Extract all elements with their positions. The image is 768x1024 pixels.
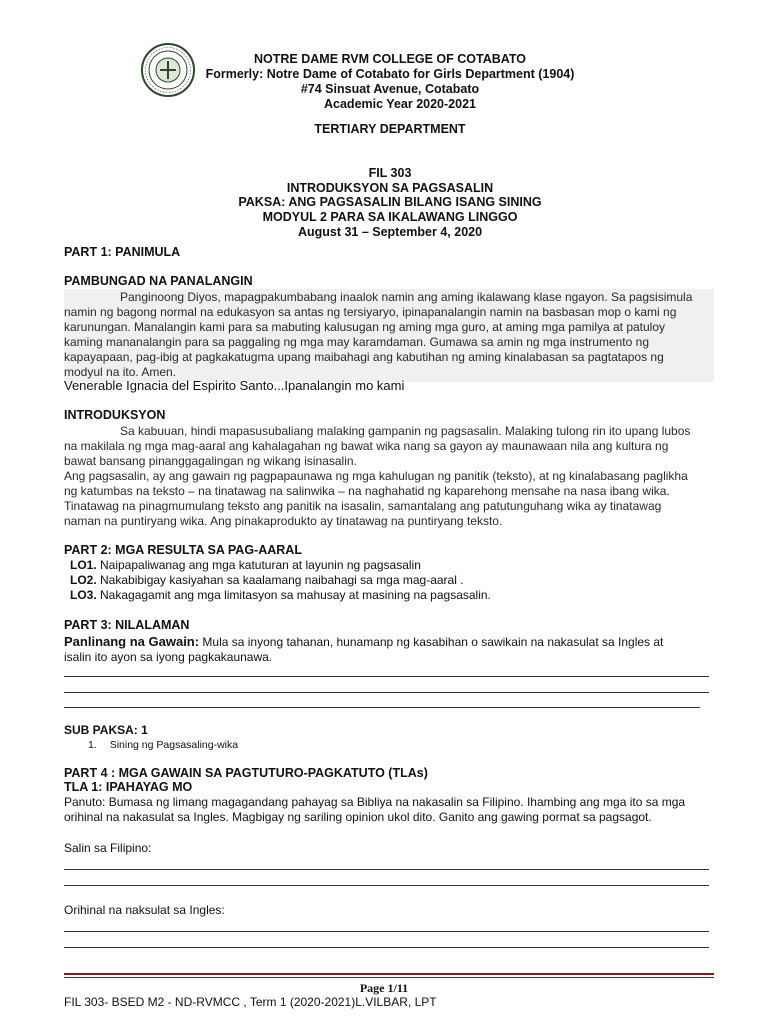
intro-line: ng katumbas na teksto – na tinatawag na salinwika – na naghahatid ng kaparehong mensahe na nasa ibang wika. xyxy=(64,484,670,498)
answer-line xyxy=(64,692,709,693)
college-name: NOTRE DAME RVM COLLEGE OF COTABATO xyxy=(254,52,526,66)
address-line: #74 Sinsuat Avenue, Cotabato xyxy=(300,82,480,96)
answer-line xyxy=(64,947,709,948)
activity-text: Mula sa inyong tahanan, hunamanp ng kasabihan o sawikain na nakasulat sa Ingles at xyxy=(199,635,664,649)
tla-heading: TLA 1: IPAHAYAG MO xyxy=(64,780,193,794)
department: TERTIARY DEPARTMENT xyxy=(314,122,466,136)
module-dates: August 31 – September 4, 2020 xyxy=(297,225,483,239)
prayer-line: kapayapaan, pag-ibig at pagkakatugma upang maibahagi ang kabutihan ng aming kinalabasan sa pagtatapos ng xyxy=(64,350,664,364)
outcome-code: LO1. xyxy=(70,558,97,572)
intro-line: naman na puntiryang wika. Ang pinakaprodukto ay tinatawag na puntiryang teksto. xyxy=(64,514,503,528)
prayer-line: karunungan. Manalangin kami para sa mabuting kalusugan ng aming mga guro, at aming mga pamilya at patuloy xyxy=(64,320,666,334)
part1-heading: PART 1: PANIMULA xyxy=(64,245,181,259)
activity-text: isalin ito ayon sa iyong pagkakaunawa. xyxy=(64,650,273,664)
intro-line: Ang pagsasalin, ay ang gawain ng pagpapaunawa ng mga kahulugan ng panitik (teksto), at ng kinalabasang paglikha xyxy=(64,469,688,483)
intro-heading: INTRODUKSYON xyxy=(64,408,166,422)
part3-heading: PART 3: NILALAMAN xyxy=(64,618,190,632)
outcome-text: Nakabibigay kasiyahan sa kaalamang naibahagi sa mga mag-aaral . xyxy=(96,573,464,587)
answer-line xyxy=(64,707,700,708)
outcome-item xyxy=(70,573,464,588)
answer-line xyxy=(64,931,709,932)
part4-heading: PART 4 : MGA GAWAIN SA PAGTUTURO-PAGKATUTO (TLAs) xyxy=(64,766,428,780)
sub-topic-number: 1. xyxy=(88,739,97,751)
part2-heading: PART 2: MGA RESULTA SA PAG-AARAL xyxy=(64,543,302,557)
orihinal-label: Orihinal na naksulat sa Ingles: xyxy=(64,903,225,917)
prayer-line: namin ng bagong normal na edukasyon sa antas ng tersiyaryo, ipinapanalangin namin na basbasan mop o kami ng xyxy=(64,305,677,319)
outcome-text: Naipapaliwanag ang mga katuturan at layunin ng pagsasalin xyxy=(96,558,421,572)
answer-line xyxy=(64,869,709,870)
intro-line: na makilala ng mga mag-aaral ang kahalagahan ng bawat wika nang sa gayon ay maunawaan nila ang kultura ng xyxy=(64,439,669,453)
college-seal-icon xyxy=(140,42,196,98)
outcome-item xyxy=(70,558,421,573)
outcome-item xyxy=(70,588,491,603)
instruction-line: Panuto: Bumasa ng limang magagandang pahayag sa Bibliya na nakasalin sa Filipino. Ihambing ang mga ito sa mga xyxy=(64,795,686,809)
course-topic: PAKSA: ANG PAGSASALIN BILANG ISANG SINING xyxy=(238,195,542,209)
invocation: Venerable Ignacia del Espirito Santo...Ipanalangin mo kami xyxy=(64,378,405,393)
prayer-heading: PAMBUNGAD NA PANALANGIN xyxy=(64,274,253,288)
activity-paragraph xyxy=(64,634,724,665)
academic-year: Academic Year 2020-2021 xyxy=(324,97,476,111)
prayer-line: Panginoong Diyos, mapagpakumbabang inaalok namin ang aming ikalawang klase ngayon. Sa pagsisimula xyxy=(120,290,693,304)
intro-line: bawat bansang pinanggagalingan ng wikang isinasalin. xyxy=(64,454,357,468)
footer-rule xyxy=(64,977,714,978)
footer-rule xyxy=(64,973,714,975)
page-number: Page 1/11 xyxy=(359,981,409,995)
course-code: FIL 303 xyxy=(368,166,412,180)
module-title: MODYUL 2 PARA SA IKALAWANG LINGGO xyxy=(262,210,518,224)
prayer-line: kaming mananalangin para sa paggaling ng mga may karamdaman. Gumawa sa amin ng mga instrumento ng xyxy=(64,335,649,349)
intro-line: Sa kabuuan, hindi mapasusubaliang malaking gampanin ng pagsasalin. Malaking tulong rin ito upang lubos xyxy=(120,424,691,438)
salin-label: Salin sa Filipino: xyxy=(64,841,152,855)
prayer-line: modyul na ito. Amen. xyxy=(64,365,177,379)
prayer-block xyxy=(64,289,714,382)
intro-line: Tinatawag na pinagmumulang teksto ang panitik na isasalin, samantalang ang patutunguhang wika ay tinatawag xyxy=(64,499,662,513)
instruction-paragraph xyxy=(64,795,724,825)
course-title: INTRODUKSYON SA PAGSASALIN xyxy=(286,181,494,195)
answer-line xyxy=(64,885,709,886)
intro-block xyxy=(64,424,724,529)
outcome-code: LO3. xyxy=(70,588,97,602)
answer-line xyxy=(64,676,709,677)
outcome-text: Nakagagamit ang mga limitasyon sa mahusay at masining na pagsasalin. xyxy=(96,588,491,602)
outcome-code: LO2. xyxy=(70,573,97,587)
formerly-line: Formerly: Notre Dame of Cotabato for Girls Department (1904) xyxy=(205,67,575,81)
instruction-line: orihinal na nakasulat sa Ingles. Magbigay ng sariling opinion ukol dito. Ganito ang gawing pormat sa pagsagot. xyxy=(64,810,652,824)
sub-topic-heading: SUB PAKSA: 1 xyxy=(64,723,148,737)
activity-label: Panlinang na Gawain: xyxy=(64,634,200,649)
sub-topic-label: Sining ng Pagsasaling-wika xyxy=(109,739,239,751)
footer-course-line: FIL 303- BSED M2 - ND-RVMCC , Term 1 (2020-2021)L.VILBAR, LPT xyxy=(64,995,437,1009)
sub-topic-item xyxy=(88,739,238,752)
